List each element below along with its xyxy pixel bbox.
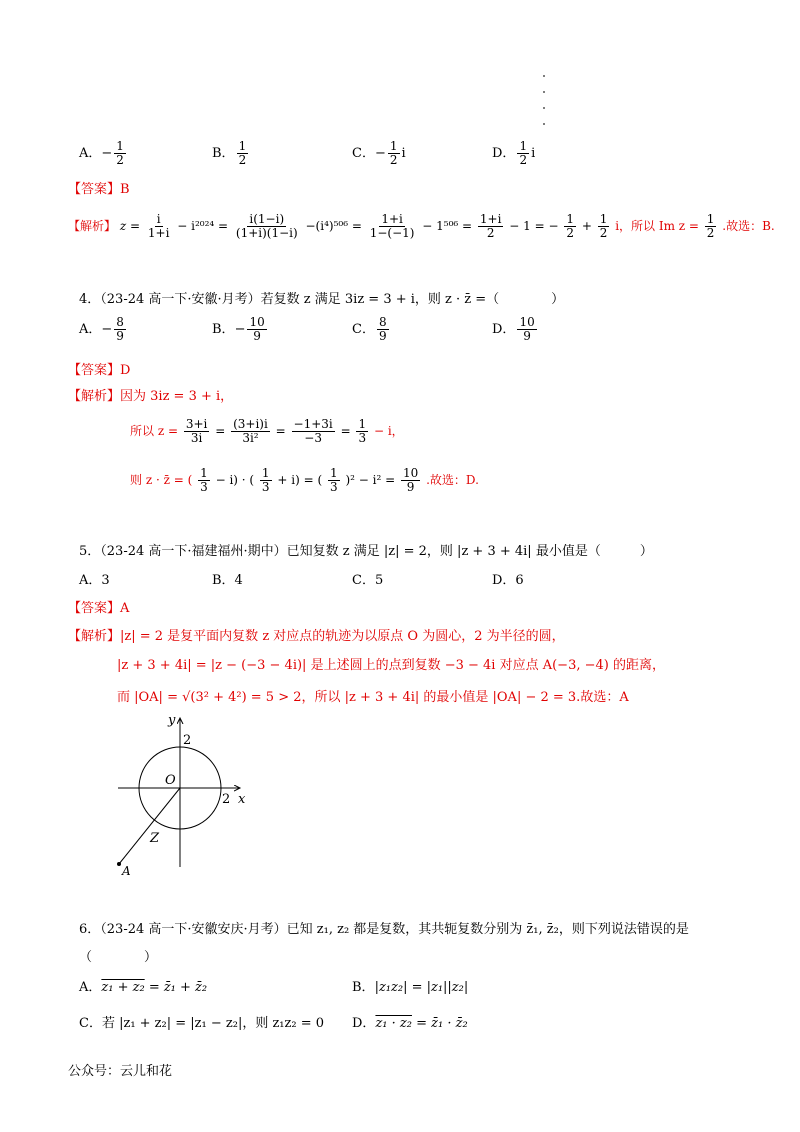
margin-dot bbox=[543, 91, 545, 93]
fraction: $\frac{1}{2}$ bbox=[389, 139, 398, 168]
q4-option-a: A．− $\frac{8}{9}$ bbox=[79, 315, 124, 344]
q3-option-d: D． $\frac{1}{2}$ i bbox=[492, 139, 536, 168]
q4-analysis-line1: 【解析】因为 3iz = 3 + i， bbox=[68, 389, 234, 404]
q5-answer: 【答案】A bbox=[68, 601, 130, 616]
q6-option-a: A．z₁ + z₂ = z̄₁ + z̄₂ bbox=[79, 980, 208, 995]
q5-analysis-line1: 【解析】|z| = 2 是复平面内复数 z 对应点的轨迹为以原点 O 为圆心，2 为半径的圆， bbox=[68, 629, 565, 644]
margin-dot bbox=[543, 107, 545, 109]
label-z: Z bbox=[150, 831, 160, 846]
margin-dot bbox=[543, 123, 545, 125]
complex-plane-figure bbox=[110, 712, 280, 877]
footer-text: 公众号：云儿和花 bbox=[68, 1064, 173, 1079]
q4-analysis-line2: 所以 z = $\frac{3+i}{3i}$ = $\frac{(3+i)i}{\text{3i²}}$ = $\frac{-1+3i}{-3}$ = $\frac{1}{3}$ − i， bbox=[130, 417, 404, 446]
q3-option-b: B． $\frac{1}{2}$ bbox=[212, 139, 247, 168]
segment-oa bbox=[119, 788, 180, 864]
label-a: A bbox=[122, 864, 131, 877]
fraction: $\frac{1}{2}$ bbox=[519, 139, 528, 168]
q5-analysis-line2: |z + 3 + 4i| = |z − (−3 − 4i)| 是上述圆上的点到复数 −3 − 4i 对应点 A(−3, −4) 的距离， bbox=[117, 658, 665, 673]
label-o: O bbox=[165, 773, 176, 788]
q4-stem: 4．（23-24 高一下·安徽·月考）若复数 z 满足 3iz = 3 + i，则 z · z̄ =（ ） bbox=[79, 292, 565, 307]
q4-analysis-line3: 则 z · z̄ = ( $\frac{1}{3}$ − i) · ( $\frac{1}{3}$ + i) = ( $\frac{1}{3}$ )² − i² = $\frac{10}{9}$ .故选：D. bbox=[130, 466, 479, 495]
q4-answer: 【答案】D bbox=[68, 363, 131, 378]
q6-option-c: C．若 |z₁ + z₂| = |z₁ − z₂|，则 z₁z₂ = 0 bbox=[79, 1016, 325, 1031]
fraction: $\frac{1}{2}$ bbox=[116, 139, 124, 168]
q3-option-a: A．− $\frac{1}{2}$ bbox=[79, 139, 124, 168]
q5-option-c: C．5 bbox=[352, 573, 384, 588]
q3-analysis: 【解析】 z = $\frac{i}{1+i}$ − i²⁰²⁴ = $\frac{i(1-i)}{(1+i)(1-i)}$ −(i⁴)⁵⁰⁶ = $\frac{1+i}{1-(-1)}$ − 1⁵⁰⁶ = $\frac{1+i}{2}$ − 1 = − $\frac{1}{2}$ + $\frac{1}{2}$ i，所以 Im z = $\frac{1}{2}$ .故选：B. bbox=[68, 212, 775, 241]
label-2-x: 2 bbox=[222, 792, 231, 807]
q5-analysis-line3: 而 |OA| = √(3² + 4²) = 5 > 2，所以 |z + 3 + 4i| 的最小值是 |OA| − 2 = 3.故选：A bbox=[117, 690, 629, 705]
label-2-y: 2 bbox=[183, 733, 192, 748]
q6-paren: （ ） bbox=[79, 950, 158, 965]
point-a bbox=[117, 862, 121, 866]
q4-option-c: C． $\frac{8}{9}$ bbox=[352, 315, 387, 344]
label-x: x bbox=[238, 792, 246, 807]
q4-option-b: B．− $\frac{10}{9}$ bbox=[212, 315, 265, 344]
q6-stem: 6．（23-24 高一下·安徽安庆·月考）已知 z₁, z₂ 都是复数，其共轭复数分别为 z̄₁, z̄₂，则下列说法错误的是 bbox=[79, 922, 689, 937]
q6-option-d: D．z₁ · z₂ = z̄₁ · z̄₂ bbox=[352, 1016, 468, 1031]
q5-stem: 5．（23-24 高一下·福建福州·期中）已知复数 z 满足 |z| = 2，则 |z + 3 + 4i| 最小值是（ ） bbox=[79, 544, 653, 559]
q5-option-d: D．6 bbox=[492, 573, 524, 588]
q3-option-c: C．− $\frac{1}{2}$ i bbox=[352, 139, 406, 168]
fraction: $\frac{1}{2}$ bbox=[238, 139, 247, 168]
q6-option-b: B．|z₁z₂| = |z₁||z₂| bbox=[352, 980, 469, 995]
q5-option-b: B．4 bbox=[212, 573, 243, 588]
label-y: y bbox=[168, 713, 176, 728]
q5-option-a: A．3 bbox=[79, 573, 110, 588]
q4-option-d: D． $\frac{10}{9}$ bbox=[492, 315, 535, 344]
margin-dot bbox=[543, 75, 545, 77]
q3-answer: 【答案】B bbox=[68, 182, 130, 197]
